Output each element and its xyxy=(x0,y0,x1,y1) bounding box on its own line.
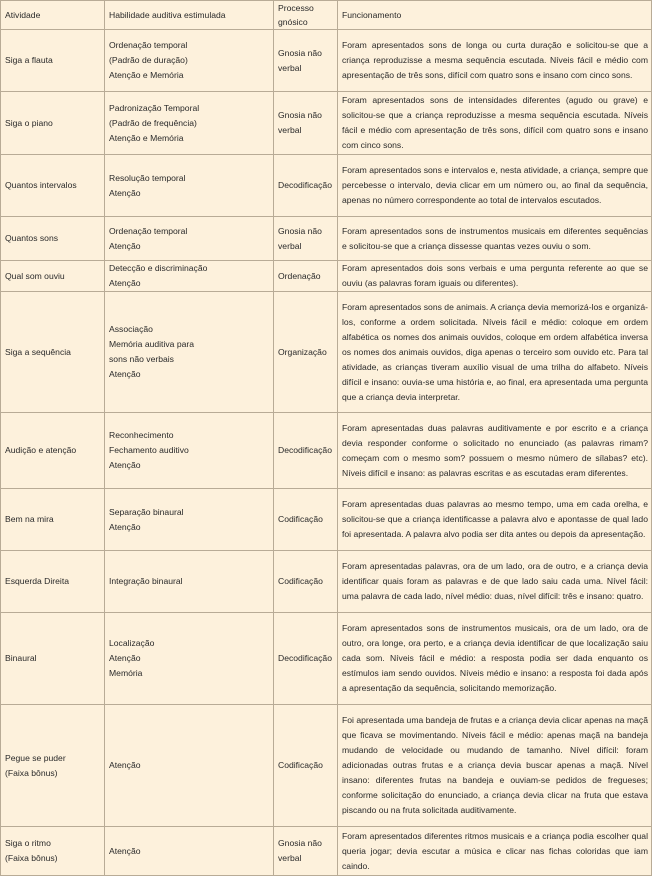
skill-cell xyxy=(105,217,274,261)
skill-cell xyxy=(105,30,274,92)
header-skill: Habilidade auditiva estimulada xyxy=(105,1,274,30)
activity-cell-line: Siga a flauta xyxy=(5,55,53,65)
skill-cell-line: Atenção xyxy=(109,760,141,770)
description-cell: Foram apresentados sons de intensidades diferentes (agudo ou grave) e solicitou-se que a criança reproduzisse a mesma sequência escutada. Níveis fácil e médio com apresentação de três sons, difícil com quatro sons e insano com cinco sons. xyxy=(338,92,652,155)
header-process: Processo gnósico xyxy=(274,1,338,30)
table-row xyxy=(1,413,652,489)
skill-cell-line: Memória xyxy=(109,668,143,678)
skill-cell-line: sons não verbais xyxy=(109,354,174,364)
skill-cell-line: Localização xyxy=(109,638,155,648)
skill-cell-line: Atenção xyxy=(109,187,141,198)
activity-cell xyxy=(1,551,105,613)
skill-cell-line: Atenção xyxy=(109,369,141,379)
process-cell: Decodificação xyxy=(274,155,338,217)
table-row xyxy=(1,261,652,292)
activity-cell xyxy=(1,217,105,261)
skill-cell xyxy=(105,827,274,876)
activity-cell-line: Siga a sequência xyxy=(5,346,71,357)
skill-cell xyxy=(105,92,274,155)
activity-cell xyxy=(1,261,105,292)
activity-cell-line: Binaural xyxy=(5,653,37,663)
activity-cell xyxy=(1,827,105,876)
activity-cell-line: (Faixa bônus) xyxy=(5,767,58,778)
description-cell: Foram apresentadas palavras, ora de um lado, ora de outro, e a criança devia identificar quais foram as palavras e de que lado saiu cada uma. Nível fácil: uma palavra de cada lado, nível médio: duas, nível difícil: três e insano: quatro. xyxy=(338,551,652,613)
skill-cell xyxy=(105,489,274,551)
activity-cell xyxy=(1,489,105,551)
activity-cell xyxy=(1,30,105,92)
table-row xyxy=(1,489,652,551)
skill-cell-line: Resolução temporal xyxy=(109,172,186,183)
activity-cell xyxy=(1,92,105,155)
table-row xyxy=(1,92,652,155)
table-row xyxy=(1,705,652,827)
table-row xyxy=(1,217,652,261)
activity-cell-line: Esquerda Direita xyxy=(5,576,70,586)
table-row xyxy=(1,613,652,705)
description-cell: Foi apresentada uma bandeja de frutas e a criança devia clicar apenas na maçã que ficava se movimentando. Níveis fácil e médio: apenas maçã na bandeja mudando de velocidade ou mudando de tamanho. Nível difícil: foram adicionadas outras frutas e a criança devia buscar apenas a maçã. Nível insano: diferentes frutas na bandeja e ouviam-se pedidos de fregueses; conforme solicitação do enunciado, a criança devia clicar na fruta que estava piscando ou na fruta solicitada auditivamente. xyxy=(338,705,652,827)
skill-cell-line: Memória auditiva para xyxy=(109,339,195,349)
table-row xyxy=(1,30,652,92)
skill-cell-line: Padronização Temporal xyxy=(109,102,200,113)
activity-cell-line: Siga o ritmo xyxy=(5,838,51,848)
activity-cell-line: Siga o piano xyxy=(5,117,53,128)
skill-cell-line: (Padrão de duração) xyxy=(109,55,188,65)
skill-cell-line: Atenção xyxy=(109,653,141,663)
process-cell: Gnosia não verbal xyxy=(274,92,338,155)
process-cell: Codificação xyxy=(274,705,338,827)
skill-cell xyxy=(105,413,274,489)
description-cell: Foram apresentados sons de instrumentos musicais em diferentes sequências e solicitou-se que a criança dissesse quantas vezes ouviu o som. xyxy=(338,217,652,261)
process-cell: Ordenação xyxy=(274,261,338,292)
skill-cell-line: Atenção e Memória xyxy=(109,132,184,143)
skill-cell xyxy=(105,292,274,413)
activity-cell xyxy=(1,155,105,217)
description-cell: Foram apresentados sons e intervalos e, nesta atividade, a criança, sempre que percebesse o intervalo, devia clicar em um número ou, ao final da sequência, apenas no número correspondente ao total de intervalos escutados. xyxy=(338,155,652,217)
process-cell: Decodificação xyxy=(274,613,338,705)
activity-cell-line: Quantos sons xyxy=(5,233,59,243)
process-cell: Codificação xyxy=(274,551,338,613)
skill-cell-line: Fechamento auditivo xyxy=(109,445,189,455)
activity-cell-line: (Faixa bônus) xyxy=(5,853,58,863)
description-cell: Foram apresentados sons de animais. A criança devia memorizá-los e organizá-los, conforme a ordem solicitada. Níveis fácil e médio: coloque em ordem alfabética os nomes dos animais ouvidos, coloque em ordem alfabética inversa os nomes dos animais ouvidos, diga apenas o terceiro som ouvido etc. Para tal atividade, as crianças tiveram auxílio visual de uma trilha do alfabeto. Níveis difícil e insano: ouvia-se uma história e, ao final, era apresentada uma pergunta que a criança devia interpretar. xyxy=(338,292,652,413)
skill-cell xyxy=(105,551,274,613)
skill-cell-line: Integração binaural xyxy=(109,576,183,586)
skill-cell-line: Atenção xyxy=(109,845,141,856)
skill-cell xyxy=(105,261,274,292)
activity-cell xyxy=(1,292,105,413)
skill-cell-line: Detecção e discriminação xyxy=(109,263,208,273)
header-functioning: Funcionamento xyxy=(338,1,652,30)
process-cell: Organização xyxy=(274,292,338,413)
activity-cell-line: Qual som ouviu xyxy=(5,270,65,281)
activity-cell-line: Pegue se puder xyxy=(5,752,66,763)
process-cell: Gnosia não verbal xyxy=(274,217,338,261)
skill-cell xyxy=(105,155,274,217)
activity-cell-line: Quantos intervalos xyxy=(5,180,77,190)
process-cell: Gnosia não verbal xyxy=(274,30,338,92)
skill-cell xyxy=(105,705,274,827)
table-row xyxy=(1,155,652,217)
activity-cell xyxy=(1,705,105,827)
skill-cell-line: Atenção xyxy=(109,278,141,288)
header-row xyxy=(1,1,652,30)
skill-cell-line: Ordenação temporal xyxy=(109,225,188,236)
activity-cell-line: Audição e atenção xyxy=(5,445,77,455)
activity-cell xyxy=(1,613,105,705)
activity-cell xyxy=(1,413,105,489)
table-row xyxy=(1,292,652,413)
description-cell: Foram apresentados dois sons verbais e uma pergunta referente ao que se ouviu (as palavras foram iguais ou diferentes). xyxy=(338,261,652,292)
table-row xyxy=(1,551,652,613)
skill-cell xyxy=(105,613,274,705)
process-cell: Decodificação xyxy=(274,413,338,489)
skill-cell-line: Reconhecimento xyxy=(109,430,174,440)
skill-cell-line: Atenção xyxy=(109,240,141,251)
description-cell: Foram apresentadas duas palavras ao mesmo tempo, uma em cada orelha, e solicitou-se que a criança identificasse a palavra alvo e apontasse de qual lado foi apresentada. A palavra alvo podia ser dita antes ou depois da apresentação. xyxy=(338,489,652,551)
description-cell: Foram apresentados diferentes ritmos musicais e a criança podia escolher qual queria jogar; devia escutar a música e clicar nas fichas coloridas que iam caindo. xyxy=(338,827,652,876)
skill-cell-line: (Padrão de frequência) xyxy=(109,117,197,128)
description-cell: Foram apresentadas duas palavras auditivamente e por escrito e a criança devia responder conforme o solicitado no enunciado (as palavras rimam? começam com o mesmo som? possuem o mesmo número de sílabas? etc). Níveis difícil e insano: as palavras escritas e as escutadas eram diferentes. xyxy=(338,413,652,489)
table-row xyxy=(1,827,652,876)
skill-cell-line: Atenção xyxy=(109,460,141,470)
skill-cell-line: Atenção e Memória xyxy=(109,70,184,80)
process-cell: Gnosia não verbal xyxy=(274,827,338,876)
process-cell: Codificação xyxy=(274,489,338,551)
skill-cell-line: Associação xyxy=(109,324,153,334)
header-activity: Atividade xyxy=(1,1,105,30)
skill-cell-line: Separação binaural xyxy=(109,506,184,517)
skill-cell-line: Atenção xyxy=(109,521,141,532)
description-cell: Foram apresentados sons de longa ou curta duração e solicitou-se que a criança reproduzisse a mesma sequência escutada. Níveis fácil e médio com apresentação de três sons, difícil com quatro sons e insano com cinco sons. xyxy=(338,30,652,92)
activity-cell-line: Bem na mira xyxy=(5,514,54,524)
description-cell: Foram apresentados sons de instrumentos musicais, ora de um lado, ora de outro, ora longe, ora perto, e a criança devia identificar de que localização saiu cada som. Níveis fácil e médio: a resposta podia ser dada enquanto os estímulos iam sendo ouvidos. Níveis médio e insano: a resposta foi dada após a apresentação da sequência, solicitando memorização. xyxy=(338,613,652,705)
skill-cell-line: Ordenação temporal xyxy=(109,40,188,50)
